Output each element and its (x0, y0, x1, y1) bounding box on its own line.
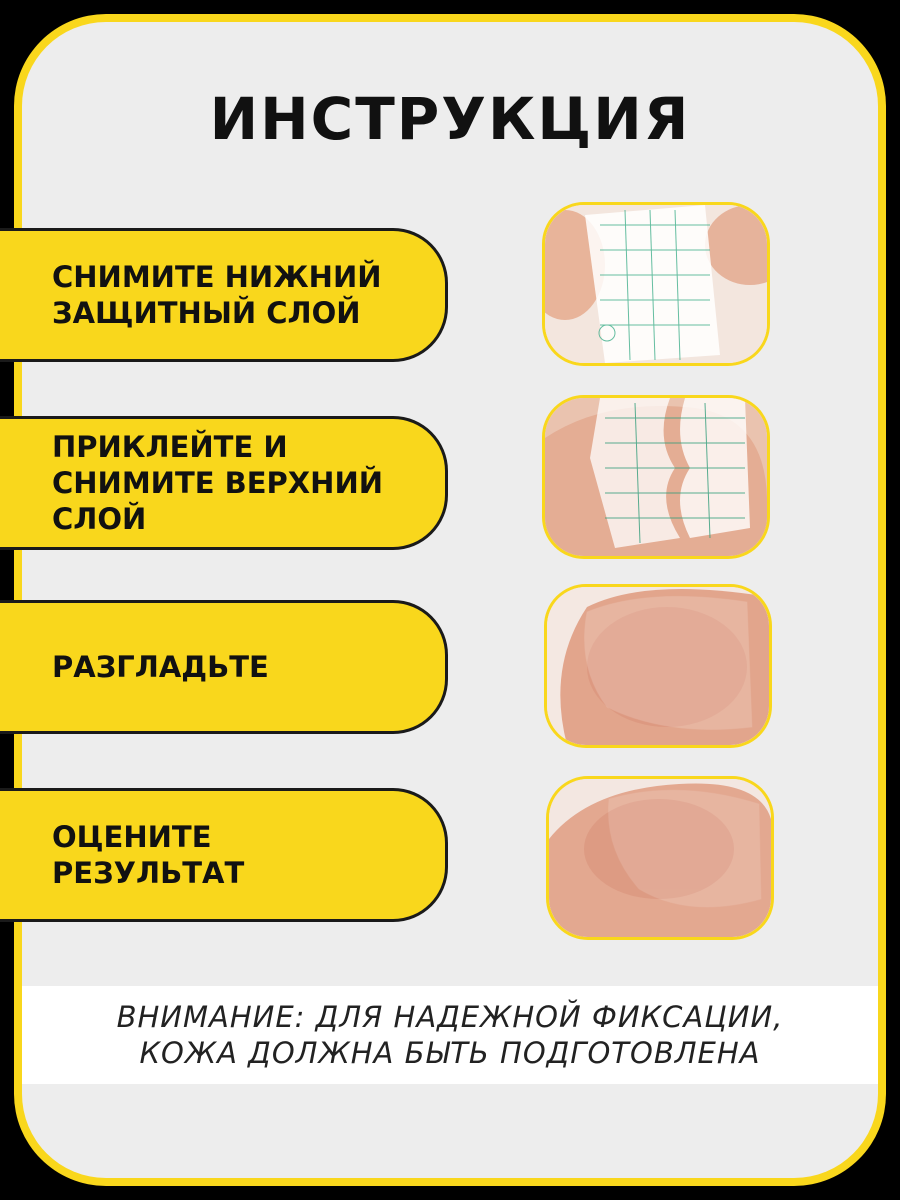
warning-line-2: КОЖА ДОЛЖНА БЫТЬ ПОДГОТОВЛЕНА (139, 1036, 761, 1070)
step-4-label-box (0, 788, 448, 922)
step-1-text: СНИМИТЕ НИЖНИЙ ЗАЩИТНЫЙ СЛОЙ (52, 260, 382, 330)
step-3-text: РАЗГЛАДЬТЕ (52, 650, 269, 684)
patch-peel-photo-icon (542, 202, 770, 366)
page-title: ИНСТРУКЦИЯ (209, 85, 691, 153)
patch-smooth-photo-icon (544, 584, 772, 748)
step-4-text: ОЦЕНИТЕ РЕЗУЛЬТАТ (52, 820, 245, 890)
heel-result-photo-icon (546, 776, 774, 940)
warning-line-1: ВНИМАНИЕ: ДЛЯ НАДЕЖНОЙ ФИКСАЦИИ, (116, 1000, 784, 1034)
step-2-text: ПРИКЛЕЙТЕ И СНИМИТЕ ВЕРХНИЙ СЛОЙ (52, 430, 383, 536)
step-2-label-box (0, 416, 448, 550)
step-1-label-box (0, 228, 448, 362)
step-3-label-box (0, 600, 448, 734)
warning-banner (22, 986, 878, 1084)
patch-apply-photo-icon (542, 395, 770, 559)
